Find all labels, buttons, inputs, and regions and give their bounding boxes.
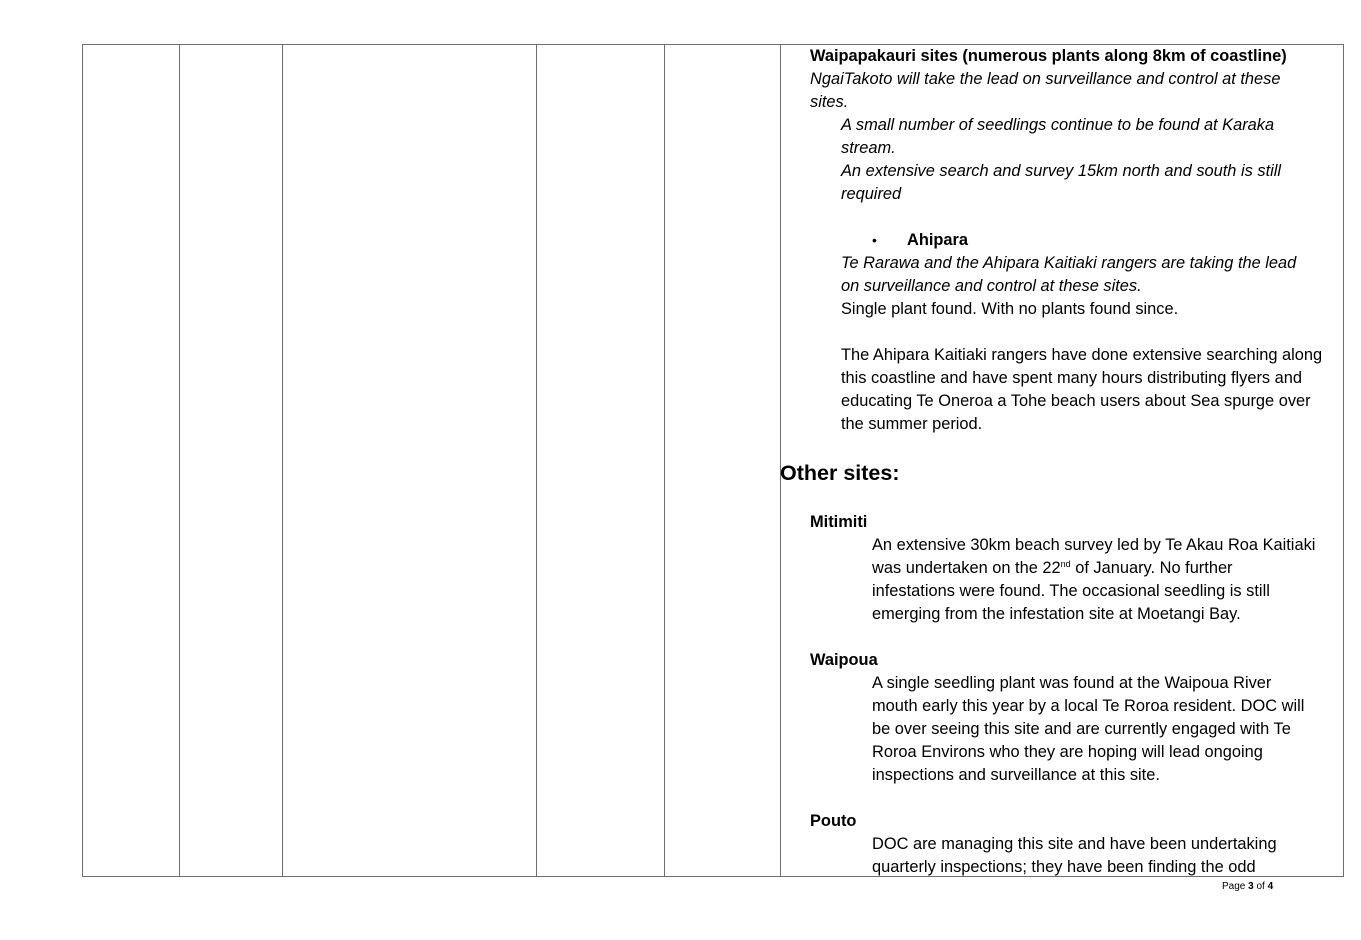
ahipara-paragraph-line: the summer period. xyxy=(841,415,983,433)
page-label: Page xyxy=(1222,881,1246,892)
column-divider xyxy=(282,45,283,876)
of-label: of xyxy=(1256,881,1265,892)
column-divider xyxy=(179,45,180,876)
ahipara-paragraph-line: educating Te Oneroa a Tohe beach users about Sea spurge over xyxy=(841,392,1311,410)
mitimiti-date-text: was undertaken on the 22 xyxy=(872,559,1061,577)
pouto-paragraph-line: quarterly inspections; they have been finding the odd xyxy=(872,858,1256,876)
waipapakauri-lead-line: sites. xyxy=(810,93,849,111)
site-notes-cell xyxy=(780,45,1345,876)
waipapakauri-note-line: stream. xyxy=(841,139,896,157)
page-total: 4 xyxy=(1267,881,1274,892)
waipoua-paragraph-line: be over seeing this site and are currently engaged with Te xyxy=(872,720,1291,738)
mitimiti-paragraph-line: emerging from the infestation site at Moetangi Bay. xyxy=(872,605,1241,623)
mitimiti-heading: Mitimiti xyxy=(810,513,868,531)
waipoua-heading: Waipoua xyxy=(810,651,878,669)
waipapakauri-lead-line: NgaiTakoto will take the lead on surveillance and control at these xyxy=(810,70,1281,88)
waipapakauri-note-line: An extensive search and survey 15km north and south is still xyxy=(841,162,1282,180)
waipoua-paragraph-line: A single seedling plant was found at the Waipoua River xyxy=(872,674,1272,692)
ahipara-lead-line: on surveillance and control at these sites. xyxy=(841,277,1142,295)
other-sites-heading: Other sites: xyxy=(780,461,900,485)
mitimiti-paragraph-line: An extensive 30km beach survey led by Te Akau Roa Kaitiaki xyxy=(872,536,1316,554)
pouto-heading: Pouto xyxy=(810,812,857,830)
waipoua-paragraph-line: mouth early this year by a local Te Roroa resident. DOC will xyxy=(872,697,1305,715)
ahipara-paragraph-line: The Ahipara Kaitiaki rangers have done extensive searching along xyxy=(841,346,1323,364)
waipapakauri-note-line: required xyxy=(841,185,902,203)
report-table xyxy=(82,44,1344,877)
mitimiti-paragraph-line: infestations were found. The occasional seedling is still xyxy=(872,582,1270,600)
ahipara-lead-line: Te Rarawa and the Ahipara Kaitiaki rangers are taking the lead xyxy=(841,254,1297,272)
column-divider xyxy=(536,45,537,876)
waipoua-paragraph-line: Roroa Environs who they are hoping will lead ongoing xyxy=(872,743,1263,761)
page-footer xyxy=(1222,881,1273,892)
waipapakauri-note-line: A small number of seedlings continue to be found at Karaka xyxy=(841,116,1275,134)
ordinal-suffix: nd xyxy=(1060,559,1071,569)
ahipara-paragraph-line: this coastline and have spent many hours distributing flyers and xyxy=(841,369,1303,387)
pouto-paragraph-line: DOC are managing this site and have been undertaking xyxy=(872,835,1277,853)
mitimiti-date-tail: of January. No further xyxy=(1070,559,1233,577)
waipapakauri-heading: Waipapakauri sites (numerous plants along 8km of coastline) xyxy=(810,47,1287,65)
waipoua-paragraph-line: inspections and surveillance at this site. xyxy=(872,766,1160,784)
mitimiti-paragraph-line xyxy=(872,557,1233,580)
page-number: 3 xyxy=(1248,881,1254,892)
column-divider xyxy=(664,45,665,876)
ahipara-status: Single plant found. With no plants found since. xyxy=(841,300,1179,318)
bullet-icon: • xyxy=(872,232,877,248)
ahipara-heading: Ahipara xyxy=(907,231,969,249)
